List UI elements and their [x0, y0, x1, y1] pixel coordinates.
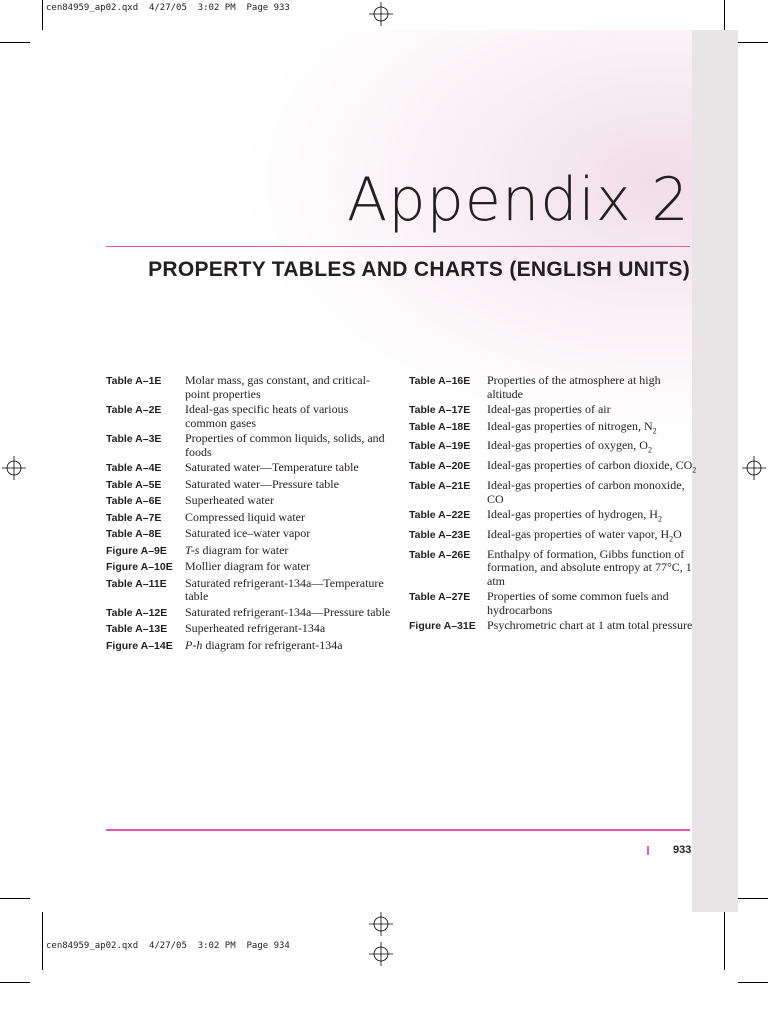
contents-entry: [409, 439, 699, 457]
entry-label: Table A–18E: [409, 420, 471, 433]
crop-mark: [724, 912, 725, 970]
entry-description: [487, 528, 682, 546]
entry-description-text: Properties of the atmosphere at high altitude: [487, 373, 661, 401]
crop-mark: [0, 898, 30, 899]
registration-mark-icon: [369, 912, 393, 936]
entry-label: Table A–13E: [106, 623, 168, 635]
entry-description: [185, 511, 305, 526]
entry-label: Table A–5E: [106, 478, 162, 491]
contents-entry: [409, 374, 699, 401]
entry-description: [487, 548, 699, 589]
registration-mark-icon: [2, 456, 26, 480]
entry-label: Table A–21E: [409, 480, 471, 493]
entry-description-text: Ideal-gas properties of carbon dioxide, CO: [487, 458, 693, 473]
entry-label: Table A–26E: [409, 548, 471, 561]
entry-description: [487, 479, 699, 506]
entry-description-text: Ideal-gas properties of water vapor, H: [487, 527, 670, 542]
contents-entry: [106, 527, 391, 542]
entry-description-subscript: 2: [692, 465, 697, 475]
contents-entry: [106, 544, 391, 559]
entry-description: [487, 508, 662, 526]
entry-description-text: Properties of some common fuels and hydrocarbons: [487, 589, 669, 617]
contents-entry: [106, 461, 391, 476]
entry-label: Table A–6E: [106, 495, 162, 507]
contents-column-right: [409, 374, 699, 636]
entry-description-text: Molar mass, gas constant, and critical-point properties: [185, 373, 370, 401]
title-rule: [106, 246, 690, 247]
entry-label: Table A–11E: [106, 577, 167, 590]
entry-label: Table A–20E: [409, 460, 471, 473]
entry-description: [487, 420, 657, 438]
entry-description-suffix: O: [673, 527, 682, 542]
entry-description-symbol: P-h: [185, 637, 203, 652]
entry-description: [185, 622, 325, 637]
entry-description-text: diagram for water: [199, 542, 289, 557]
entry-description-text: Ideal-gas properties of carbon monoxide, CO: [487, 478, 685, 506]
entry-description-text: Enthalpy of formation, Gibbs function of formation, and absolute entropy at 77°C, 1 atm: [487, 546, 692, 588]
entry-description: [185, 494, 274, 509]
contents-entry: [409, 590, 699, 617]
entry-description-subscript: 2: [652, 425, 657, 435]
entry-description: [185, 403, 391, 430]
entry-description: [185, 374, 391, 401]
registration-mark-icon: [742, 456, 766, 480]
entry-description-text: Ideal-gas properties of nitrogen, N: [487, 418, 653, 433]
entry-description-text: Mollier diagram for water: [185, 559, 310, 573]
contents-entry: [106, 478, 391, 493]
printer-slug-top: cen84959_ap02.qxd 4/27/05 3:02 PM Page 933: [46, 3, 290, 13]
contents-entry: [106, 494, 391, 509]
entry-description: [185, 544, 288, 559]
crop-mark: [738, 898, 768, 899]
entry-label: Table A–3E: [106, 433, 162, 445]
entry-description: [185, 478, 339, 493]
entry-label: Table A–4E: [106, 462, 162, 474]
entry-description: [185, 432, 391, 459]
entry-description-text: Superheated water: [185, 493, 274, 507]
entry-label: Table A–1E: [106, 375, 162, 387]
contents-entry: [106, 432, 391, 459]
contents-entry: [106, 606, 391, 621]
contents-entry: [106, 374, 391, 401]
crop-mark: [738, 42, 768, 43]
entry-description: [185, 639, 343, 654]
entry-description-text: Ideal-gas properties of air: [487, 402, 611, 416]
entry-description-symbol: T-s: [185, 542, 200, 557]
entry-description: [185, 606, 390, 621]
entry-description-text: Ideal-gas specific heats of various common gases: [185, 402, 349, 430]
contents-entry: [106, 622, 391, 637]
appendix-subtitle: PROPERTY TABLES AND CHARTS (ENGLISH UNITS): [148, 258, 690, 281]
page-number: 933: [673, 844, 692, 856]
contents-entry: [409, 548, 699, 589]
contents-entry: [409, 459, 699, 477]
entry-description-text: Saturated water—Temperature table: [185, 460, 359, 474]
entry-description: [185, 527, 310, 542]
contents-entry: [409, 479, 699, 506]
contents-entry: [409, 508, 699, 526]
printer-slug-bottom: cen84959_ap02.qxd 4/27/05 3:02 PM Page 934: [46, 941, 290, 951]
entry-description-subscript: 2: [657, 514, 662, 524]
entry-description: [487, 590, 699, 617]
entry-description-text: Saturated ice–water vapor: [185, 526, 311, 540]
entry-description-text: Superheated refrigerant-134a: [185, 621, 326, 635]
entry-description-text: diagram for refrigerant-134a: [202, 637, 343, 652]
entry-label: Figure A–31E: [409, 620, 476, 633]
entry-description: [487, 374, 699, 401]
entry-description-text: Saturated refrigerant-134a—Temperature table: [185, 575, 384, 603]
contents-column-left: [106, 374, 391, 655]
entry-description-subscript: 2: [669, 534, 674, 544]
crop-mark: [738, 982, 768, 983]
folio-bar: [647, 846, 649, 855]
entry-label: Table A–8E: [106, 528, 162, 540]
entry-label: Table A–2E: [106, 404, 162, 416]
entry-description-text: Properties of common liquids, solids, and foods: [185, 431, 385, 459]
contents-entry: [106, 560, 391, 575]
contents-entry: [106, 577, 391, 604]
entry-label: Table A–19E: [409, 440, 471, 453]
entry-description: [487, 439, 652, 457]
crop-mark: [0, 982, 30, 983]
entry-description-text: Psychrometric chart at 1 atm total pressure: [487, 618, 693, 633]
entry-description: [487, 403, 611, 418]
entry-label: Table A–23E: [409, 529, 471, 542]
crop-mark: [42, 0, 43, 30]
registration-mark-icon: [369, 942, 393, 966]
contents-entry: [106, 511, 391, 526]
entry-description-text: Compressed liquid water: [185, 509, 305, 524]
contents-entry: [409, 619, 699, 634]
entry-description-subscript: 2: [647, 445, 652, 455]
contents-entry: [106, 403, 391, 430]
entry-label: Table A–12E: [106, 606, 168, 619]
entry-description: [487, 459, 696, 477]
footer-rule: [106, 829, 690, 831]
entry-label: Table A–16E: [409, 375, 471, 387]
crop-mark: [724, 0, 725, 30]
entry-description-text: Saturated water—Pressure table: [185, 476, 339, 491]
entry-description: [185, 461, 359, 476]
entry-label: Table A–17E: [409, 404, 471, 416]
entry-label: Figure A–10E: [106, 561, 173, 573]
entry-label: Table A–27E: [409, 591, 471, 604]
crop-mark: [0, 42, 30, 43]
entry-description-text: Saturated refrigerant-134a—Pressure table: [185, 604, 391, 619]
contents-entry: [409, 420, 699, 438]
entry-description: [487, 619, 692, 634]
entry-label: Table A–7E: [106, 511, 162, 524]
entry-description-text: Ideal-gas properties of oxygen, O: [487, 438, 648, 453]
entry-description-text: Ideal-gas properties of hydrogen, H: [487, 507, 658, 522]
registration-mark-icon: [369, 2, 393, 26]
crop-mark: [42, 912, 43, 970]
contents-entry: [409, 403, 699, 418]
entry-label: Table A–22E: [409, 509, 471, 522]
entry-label: Figure A–9E: [106, 544, 167, 557]
entry-label: Figure A–14E: [106, 639, 173, 652]
appendix-title: Appendix 2: [347, 165, 690, 235]
contents-entry: [106, 639, 391, 654]
contents-entry: [409, 528, 699, 546]
entry-description: [185, 577, 391, 604]
entry-description: [185, 560, 310, 575]
